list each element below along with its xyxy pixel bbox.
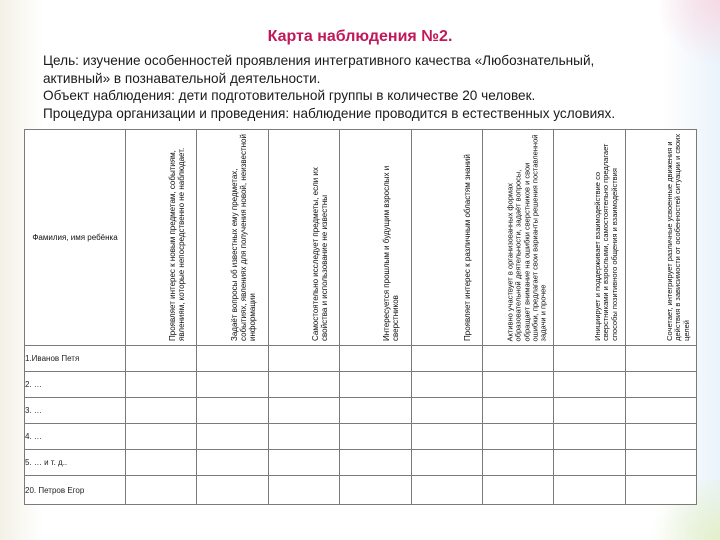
observation-cell[interactable] <box>482 450 553 476</box>
observation-cell[interactable] <box>411 346 482 372</box>
table-row <box>25 476 697 505</box>
observation-cell[interactable] <box>411 398 482 424</box>
table-header-row <box>25 130 697 346</box>
observation-cell[interactable] <box>625 476 696 505</box>
observation-cell[interactable] <box>482 398 553 424</box>
table-row <box>25 346 697 372</box>
procedure-line: Процедура организации и проведения: наблюдение проводится в естественных условиях. <box>43 105 616 121</box>
observation-cell[interactable] <box>625 346 696 372</box>
page-title: Карта наблюдения №2. <box>267 28 453 45</box>
intro-text <box>43 52 713 122</box>
criterion-header-4 <box>340 130 411 346</box>
observation-cell[interactable] <box>340 450 411 476</box>
criterion-header-6 <box>482 130 553 346</box>
observation-cell[interactable] <box>340 476 411 505</box>
observation-cell[interactable] <box>268 424 339 450</box>
child-name-cell: 2. … <box>25 372 126 398</box>
child-name-cell: 20. Петров Егор <box>25 476 126 505</box>
table-row <box>25 398 697 424</box>
name-column-header: Фамилия, имя ребёнка <box>25 130 126 346</box>
observation-cell[interactable] <box>197 398 268 424</box>
observation-cell[interactable] <box>625 372 696 398</box>
observation-cell[interactable] <box>197 424 268 450</box>
observation-cell[interactable] <box>197 476 268 505</box>
observation-cell[interactable] <box>625 398 696 424</box>
object-line: Объект наблюдения: дети подготовительной группы в количестве 20 человек. <box>43 88 536 103</box>
table-row <box>25 450 697 476</box>
observation-cell[interactable] <box>482 424 553 450</box>
observation-cell[interactable] <box>268 372 339 398</box>
child-name-cell: 5. … и т. д.. <box>25 450 126 476</box>
observation-cell[interactable] <box>411 424 482 450</box>
observation-cell[interactable] <box>268 398 339 424</box>
observation-cell[interactable] <box>340 398 411 424</box>
observation-cell[interactable] <box>126 476 197 505</box>
observation-cell[interactable] <box>411 450 482 476</box>
observation-cell[interactable] <box>554 476 625 505</box>
table-row <box>25 372 697 398</box>
observation-cell[interactable] <box>268 346 339 372</box>
child-name-cell: 1.Иванов Петя <box>25 346 126 372</box>
observation-cell[interactable] <box>197 372 268 398</box>
criterion-header-3 <box>268 130 339 346</box>
observation-cell[interactable] <box>554 346 625 372</box>
observation-cell[interactable] <box>340 372 411 398</box>
observation-cell[interactable] <box>197 346 268 372</box>
criterion-header-7 <box>554 130 625 346</box>
observation-cell[interactable] <box>482 372 553 398</box>
observation-cell[interactable] <box>554 398 625 424</box>
observation-cell[interactable] <box>411 476 482 505</box>
goal-line-2: активный» в познавательной деятельности. <box>43 70 321 86</box>
child-name-cell: 3. … <box>25 398 126 424</box>
observation-cell[interactable] <box>126 398 197 424</box>
criterion-label-3: Самостоятельно исследует предметы, если их свойства и использование не известны <box>310 167 329 341</box>
criterion-header-1 <box>126 130 197 346</box>
criterion-label-7: Инициирует и поддерживает взаимодействие со сверстниками и взрослыми, самостоятельно предлагает способы позитивного общения и взаимодействия <box>593 143 620 341</box>
observation-cell[interactable] <box>625 450 696 476</box>
criterion-header-5 <box>411 130 482 346</box>
child-name-cell: 4. … <box>25 424 126 450</box>
observation-cell[interactable] <box>340 346 411 372</box>
criterion-label-2: Задаёт вопросы об известных ему предметах, событиях, явлениях для получения новой, неизвестной информации <box>230 134 258 341</box>
observation-cell[interactable] <box>554 424 625 450</box>
criterion-header-2 <box>197 130 268 346</box>
criterion-label-5: Проявляет интерес к различным областям знаний <box>462 154 472 341</box>
observation-cell[interactable] <box>197 450 268 476</box>
observation-cell[interactable] <box>554 372 625 398</box>
observation-table <box>24 129 697 505</box>
criterion-label-1: Проявляет интерес к новым предметам, событиям, явлениям, которые непосредственно не наблюдает. <box>168 147 186 341</box>
observation-cell[interactable] <box>126 346 197 372</box>
criterion-label-6: Активно участвует в организованных формах образовательной деятельности, задаёт вопросы, обращает внимание на ошибки сверстников и свои ошибки, предлагает свои варианты решения поставленной задачи и прочее <box>505 134 548 341</box>
criterion-label-8: Сочетает, интегрирует различные усвоенные движения и действия в зависимости от особенностей ситуации и своих целей <box>664 134 691 341</box>
goal-line-1: Цель: изучение особенностей проявления интегративного качества «Любознательный, <box>43 53 595 68</box>
observation-cell[interactable] <box>482 346 553 372</box>
table-row <box>25 424 697 450</box>
criterion-label-4: Интересуется прошлым и будущим взрослых и сверстников <box>382 165 401 341</box>
observation-cell[interactable] <box>554 450 625 476</box>
observation-cell[interactable] <box>268 476 339 505</box>
observation-cell[interactable] <box>126 450 197 476</box>
observation-cell[interactable] <box>482 476 553 505</box>
observation-cell[interactable] <box>126 372 197 398</box>
observation-cell[interactable] <box>625 424 696 450</box>
criterion-header-8 <box>625 130 696 346</box>
observation-cell[interactable] <box>268 450 339 476</box>
observation-cell[interactable] <box>126 424 197 450</box>
observation-cell[interactable] <box>411 372 482 398</box>
observation-cell[interactable] <box>340 424 411 450</box>
